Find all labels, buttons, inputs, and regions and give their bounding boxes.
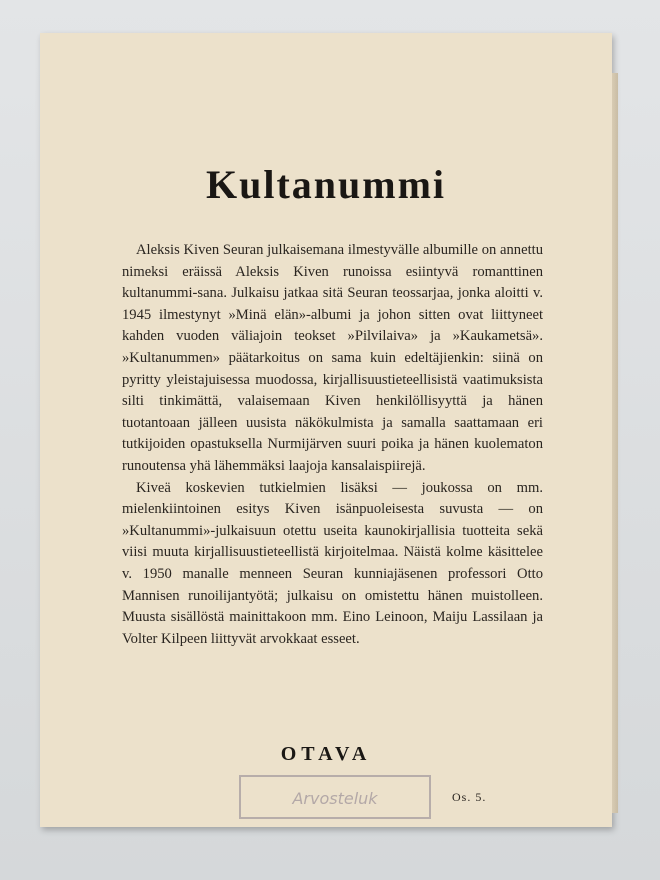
- publisher-name: OTAVA: [280, 743, 372, 765]
- book-back-cover: [40, 33, 612, 827]
- description-text: [122, 240, 543, 650]
- page-edge: [612, 73, 618, 813]
- part-number: Os. 5.: [452, 790, 487, 804]
- paragraph-1: Aleksis Kiven Seuran julkaisemana ilmestyvälle albumille on annettu nimeksi eräissä Aleksis Kiven runoissa esiintyvä romanttinen kultanummi-sana. Julkaisu jatkaa sitä Seuran teossarjaa, jonka aloitti v. 1945 ilmestynyt »Minä elän»-albumi ja johon sitten ovat liittyneet kahden vuoden väliajoin teokset »Pilvilaiva» ja »Kaukametsä». »Kultanummen» päätarkoitus on sama kuin edeltäjienkin: siinä on pyritty yleistajuisessa muodossa, kirjallisuustieteellisistä vaatimuksista silti tinkimättä, valaisemaan Kiven henkilöllisyyttä ja hänen tuotantoaan jälleen uusista näkökulmista ja samalla saattamaan eri tutkijoiden opastuksella Nurmijärven suuri poika ja hänen kuolematon runoutensa yhä lähemmäksi laajoja kansalaispiirejä.: [122, 242, 543, 474]
- review-stamp: Arvosteluk: [239, 775, 431, 819]
- cover-title: Kultanummi: [205, 162, 447, 207]
- paragraph-2: Kiveä koskevien tutkielmien lisäksi — joukossa on mm. mielenkiintoinen esitys Kiven isänpuoleisesta suvusta — on »Kultanummi»-julkaisuun otettu useita kaunokirjallisia tuotteita sekä viisi muuta kirjallisuustieteellistä kirjoitelmaa. Näistä kolme käsittelee v. 1950 manalle menneen Seuran kunniajäsenen professori Otto Mannisen runoilijantyötä; julkaisu on omistettu hänen muistolleen. Muusta sisällöstä mainittakoon mm. Eino Leinoon, Maiju Lassilaan ja Volter Kilpeen liittyvät arvokkaat esseet.: [122, 479, 543, 647]
